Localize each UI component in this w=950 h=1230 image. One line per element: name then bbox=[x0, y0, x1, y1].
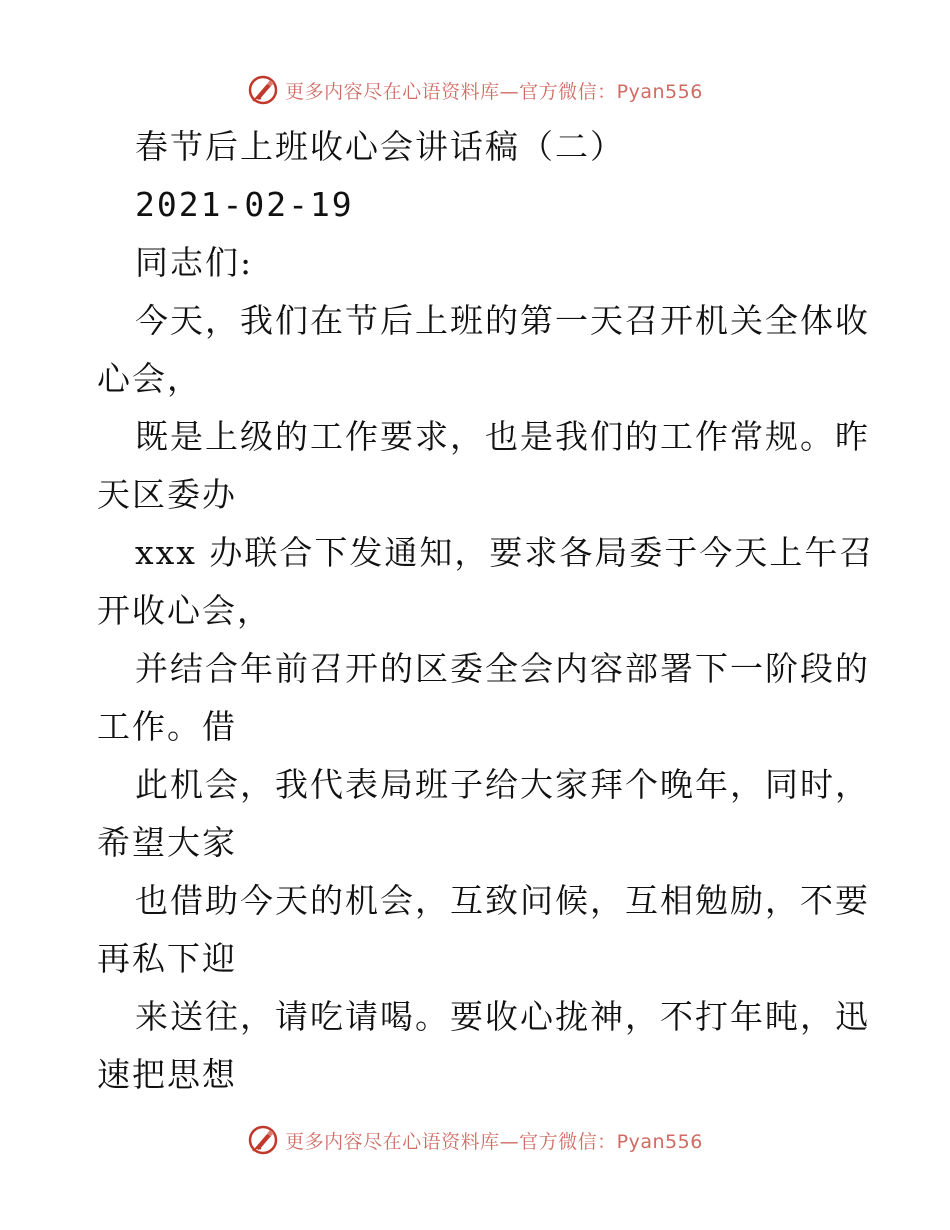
document-body bbox=[97, 118, 875, 1104]
paragraph-line: 来送往，请吃请喝。要收心拢神，不打年盹，迅 bbox=[135, 997, 870, 1036]
paragraph-line: 也借助今天的机会，互致问候，互相勉励，不要 bbox=[135, 881, 870, 920]
footer-banner bbox=[0, 1120, 950, 1160]
paragraph-line: 速把思想 bbox=[97, 1055, 237, 1094]
paragraph-line: 开收心会， bbox=[97, 591, 272, 630]
paragraph-line: 工作。借 bbox=[97, 707, 237, 746]
paragraph-line: 同志们: bbox=[135, 243, 254, 282]
paragraph-line: 心会， bbox=[97, 359, 202, 398]
paragraph-line: 并结合年前召开的区委全会内容部署下一阶段的 bbox=[135, 649, 870, 688]
paragraph-line: 再私下迎 bbox=[97, 939, 237, 978]
document-date: 2021-02-19 bbox=[135, 185, 354, 224]
header-banner bbox=[0, 70, 950, 110]
paragraph-line: 天区委办 bbox=[97, 475, 237, 514]
pen-logo-icon bbox=[247, 74, 279, 106]
paragraph-line: 希望大家 bbox=[97, 823, 237, 862]
paragraph-line: xxx 办联合下发通知，要求各局委于今天上午召 bbox=[135, 533, 875, 572]
paragraph-line: 此机会，我代表局班子给大家拜个晚年，同时， bbox=[135, 765, 870, 804]
paragraph-line: 今天，我们在节后上班的第一天召开机关全体收 bbox=[135, 301, 870, 340]
banner-text: 更多内容尽在心语资料库—官方微信：Pyan556 bbox=[285, 1130, 703, 1153]
banner-text: 更多内容尽在心语资料库—官方微信：Pyan556 bbox=[285, 80, 703, 103]
document-title: 春节后上班收心会讲话稿（二） bbox=[135, 127, 625, 166]
paragraph-line: 既是上级的工作要求，也是我们的工作常规。昨 bbox=[135, 417, 870, 456]
pen-logo-icon bbox=[247, 1124, 279, 1156]
